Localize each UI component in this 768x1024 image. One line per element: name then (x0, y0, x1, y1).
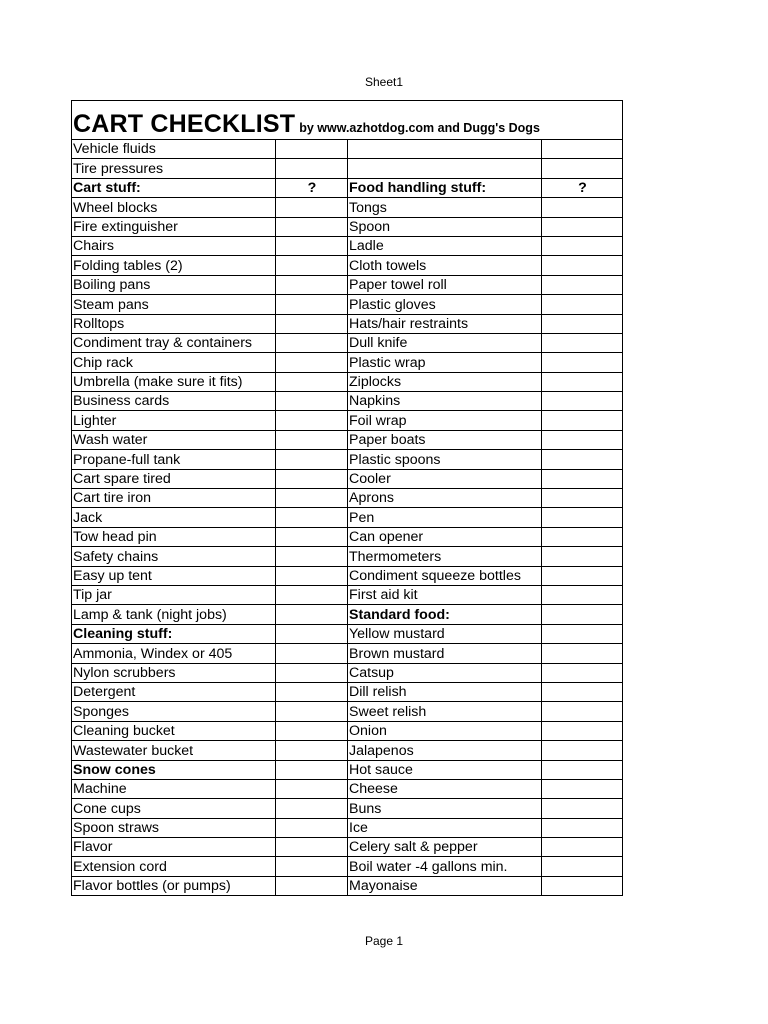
food-check-cell (542, 411, 623, 430)
food-check-cell (542, 295, 623, 314)
cart-check-cell (276, 818, 348, 837)
cart-item-cell: Chairs (72, 236, 276, 255)
checklist-row (72, 392, 623, 411)
food-item-cell (348, 159, 542, 178)
cart-item-cell: Tow head pin (72, 527, 276, 546)
food-check-cell (542, 682, 623, 701)
cart-check-cell (276, 585, 348, 604)
food-item-cell: Onion (348, 721, 542, 740)
cart-item-cell: Lighter (72, 411, 276, 430)
checklist-row (72, 876, 623, 895)
cart-item-cell: Spoon straws (72, 818, 276, 837)
food-check-cell (542, 256, 623, 275)
sheet-name-header: Sheet1 (364, 75, 404, 89)
food-item-cell: Yellow mustard (348, 624, 542, 643)
cart-item-cell: Wheel blocks (72, 198, 276, 217)
checklist-row (72, 566, 623, 585)
cart-item-cell: Umbrella (make sure it fits) (72, 372, 276, 391)
cart-check-cell (276, 256, 348, 275)
food-check-cell (542, 489, 623, 508)
food-check-cell (542, 605, 623, 624)
food-check-cell (542, 624, 623, 643)
food-item-cell: Pen (348, 508, 542, 527)
checklist-row (72, 256, 623, 275)
checklist-row (72, 217, 623, 236)
cart-check-cell (276, 295, 348, 314)
checklist-row (72, 702, 623, 721)
food-check-cell (542, 702, 623, 721)
cart-check-cell (276, 799, 348, 818)
food-item-cell: Cooler (348, 469, 542, 488)
cart-check-cell (276, 663, 348, 682)
food-item-cell: Dull knife (348, 333, 542, 352)
cart-item-cell: Rolltops (72, 314, 276, 333)
food-check-cell (542, 779, 623, 798)
cart-item-cell: Lamp & tank (night jobs) (72, 605, 276, 624)
checklist-row (72, 741, 623, 760)
cart-check-cell (276, 702, 348, 721)
checklist-row (72, 857, 623, 876)
food-check-cell (542, 372, 623, 391)
cart-item-cell: Wash water (72, 430, 276, 449)
cart-item-cell: Folding tables (2) (72, 256, 276, 275)
food-item-cell: Catsup (348, 663, 542, 682)
cart-check-cell (276, 140, 348, 159)
checklist-row (72, 178, 623, 197)
food-item-cell: Plastic spoons (348, 450, 542, 469)
food-item-cell: Food handling stuff: (348, 178, 542, 197)
food-check-cell (542, 741, 623, 760)
food-item-cell: Napkins (348, 392, 542, 411)
food-check-cell (542, 547, 623, 566)
checklist-table (71, 100, 623, 896)
checklist-row (72, 372, 623, 391)
checklist-row (72, 527, 623, 546)
cart-check-cell (276, 508, 348, 527)
cart-item-cell: Propane-full tank (72, 450, 276, 469)
checklist-row (72, 140, 623, 159)
cart-item-cell: Detergent (72, 682, 276, 701)
food-check-cell (542, 838, 623, 857)
cart-check-cell: ? (276, 178, 348, 197)
cart-check-cell (276, 876, 348, 895)
food-check-cell (542, 857, 623, 876)
cart-item-cell: Extension cord (72, 857, 276, 876)
cart-item-cell: Easy up tent (72, 566, 276, 585)
cart-item-cell: Cart spare tired (72, 469, 276, 488)
food-item-cell: Paper towel roll (348, 275, 542, 294)
checklist-row (72, 489, 623, 508)
checklist-body (72, 101, 623, 896)
cart-item-cell: Tire pressures (72, 159, 276, 178)
cart-item-cell: Flavor (72, 838, 276, 857)
cart-check-cell (276, 605, 348, 624)
food-item-cell: Condiment squeeze bottles (348, 566, 542, 585)
food-check-cell (542, 275, 623, 294)
checklist-title: CART CHECKLIST (73, 110, 296, 138)
checklist-row (72, 236, 623, 255)
cart-check-cell (276, 838, 348, 857)
food-check-cell (542, 392, 623, 411)
checklist-row (72, 295, 623, 314)
checklist-row (72, 450, 623, 469)
checklist-row (72, 585, 623, 604)
cart-check-cell (276, 644, 348, 663)
food-item-cell: Cheese (348, 779, 542, 798)
checklist-row (72, 547, 623, 566)
cart-check-cell (276, 624, 348, 643)
cart-check-cell (276, 411, 348, 430)
cart-check-cell (276, 159, 348, 178)
cart-item-cell: Condiment tray & containers (72, 333, 276, 352)
checklist-row (72, 198, 623, 217)
food-check-cell (542, 140, 623, 159)
cart-item-cell: Cart stuff: (72, 178, 276, 197)
cart-check-cell (276, 547, 348, 566)
food-check-cell (542, 760, 623, 779)
title-row (72, 101, 623, 140)
page-number-footer: Page 1 (364, 934, 404, 948)
cart-check-cell (276, 314, 348, 333)
cart-item-cell: Wastewater bucket (72, 741, 276, 760)
checklist-row (72, 411, 623, 430)
food-item-cell: Foil wrap (348, 411, 542, 430)
food-item-cell: Buns (348, 799, 542, 818)
food-item-cell: Brown mustard (348, 644, 542, 663)
food-check-cell (542, 721, 623, 740)
food-check-cell (542, 430, 623, 449)
cart-item-cell: Cone cups (72, 799, 276, 818)
food-item-cell: Cloth towels (348, 256, 542, 275)
cart-item-cell: Ammonia, Windex or 405 (72, 644, 276, 663)
checklist-row (72, 760, 623, 779)
cart-item-cell: Flavor bottles (or pumps) (72, 876, 276, 895)
food-item-cell: First aid kit (348, 585, 542, 604)
cart-item-cell: Cleaning stuff: (72, 624, 276, 643)
food-item-cell: Dill relish (348, 682, 542, 701)
food-item-cell: Hats/hair restraints (348, 314, 542, 333)
checklist-row (72, 838, 623, 857)
cart-check-cell (276, 236, 348, 255)
cart-item-cell: Machine (72, 779, 276, 798)
cart-item-cell: Boiling pans (72, 275, 276, 294)
food-item-cell: Can opener (348, 527, 542, 546)
checklist-row (72, 508, 623, 527)
food-item-cell: Mayonaise (348, 876, 542, 895)
cart-item-cell: Tip jar (72, 585, 276, 604)
title-cell (72, 101, 623, 140)
food-check-cell (542, 585, 623, 604)
checklist-row (72, 314, 623, 333)
checklist-row (72, 799, 623, 818)
checklist-row (72, 644, 623, 663)
cart-item-cell: Sponges (72, 702, 276, 721)
food-item-cell: Ladle (348, 236, 542, 255)
cart-check-cell (276, 741, 348, 760)
checklist-row (72, 779, 623, 798)
food-item-cell: Plastic wrap (348, 353, 542, 372)
food-item-cell: Sweet relish (348, 702, 542, 721)
checklist-row (72, 605, 623, 624)
food-check-cell (542, 217, 623, 236)
checklist-row (72, 721, 623, 740)
checklist-row (72, 682, 623, 701)
food-item-cell: Celery salt & pepper (348, 838, 542, 857)
cart-item-cell: Steam pans (72, 295, 276, 314)
checklist-row (72, 624, 623, 643)
food-item-cell: Jalapenos (348, 741, 542, 760)
cart-check-cell (276, 469, 348, 488)
checklist-row (72, 430, 623, 449)
food-check-cell (542, 799, 623, 818)
food-check-cell (542, 198, 623, 217)
food-check-cell (542, 159, 623, 178)
food-check-cell (542, 450, 623, 469)
cart-item-cell: Chip rack (72, 353, 276, 372)
cart-check-cell (276, 450, 348, 469)
food-item-cell (348, 140, 542, 159)
food-check-cell (542, 508, 623, 527)
cart-check-cell (276, 721, 348, 740)
cart-check-cell (276, 566, 348, 585)
cart-item-cell: Jack (72, 508, 276, 527)
checklist-row (72, 333, 623, 352)
food-check-cell (542, 353, 623, 372)
cart-check-cell (276, 760, 348, 779)
cart-item-cell: Nylon scrubbers (72, 663, 276, 682)
cart-check-cell (276, 779, 348, 798)
cart-item-cell: Vehicle fluids (72, 140, 276, 159)
checklist-row (72, 275, 623, 294)
cart-check-cell (276, 527, 348, 546)
cart-item-cell: Snow cones (72, 760, 276, 779)
food-check-cell (542, 876, 623, 895)
cart-check-cell (276, 372, 348, 391)
food-item-cell: Tongs (348, 198, 542, 217)
checklist-row (72, 353, 623, 372)
cart-check-cell (276, 430, 348, 449)
cart-item-cell: Safety chains (72, 547, 276, 566)
food-check-cell (542, 566, 623, 585)
food-item-cell: Hot sauce (348, 760, 542, 779)
cart-item-cell: Cart tire iron (72, 489, 276, 508)
food-item-cell: Thermometers (348, 547, 542, 566)
cart-check-cell (276, 198, 348, 217)
food-item-cell: Standard food: (348, 605, 542, 624)
food-item-cell: Ziplocks (348, 372, 542, 391)
cart-check-cell (276, 353, 348, 372)
food-check-cell (542, 236, 623, 255)
checklist-row (72, 469, 623, 488)
cart-item-cell: Business cards (72, 392, 276, 411)
checklist-subtitle: by www.azhotdog.com and Dugg's Dogs (299, 121, 540, 135)
cart-check-cell (276, 489, 348, 508)
food-check-cell (542, 818, 623, 837)
food-item-cell: Plastic gloves (348, 295, 542, 314)
food-item-cell: Aprons (348, 489, 542, 508)
food-check-cell (542, 644, 623, 663)
checklist-row (72, 159, 623, 178)
food-item-cell: Boil water -4 gallons min. (348, 857, 542, 876)
food-check-cell: ? (542, 178, 623, 197)
cart-check-cell (276, 392, 348, 411)
checklist-row (72, 818, 623, 837)
food-check-cell (542, 333, 623, 352)
checklist-row (72, 663, 623, 682)
cart-item-cell: Fire extinguisher (72, 217, 276, 236)
food-check-cell (542, 314, 623, 333)
food-item-cell: Spoon (348, 217, 542, 236)
food-check-cell (542, 663, 623, 682)
cart-check-cell (276, 275, 348, 294)
food-check-cell (542, 527, 623, 546)
food-item-cell: Paper boats (348, 430, 542, 449)
cart-check-cell (276, 217, 348, 236)
cart-item-cell: Cleaning bucket (72, 721, 276, 740)
cart-check-cell (276, 333, 348, 352)
cart-check-cell (276, 857, 348, 876)
cart-check-cell (276, 682, 348, 701)
food-check-cell (542, 469, 623, 488)
food-item-cell: Ice (348, 818, 542, 837)
